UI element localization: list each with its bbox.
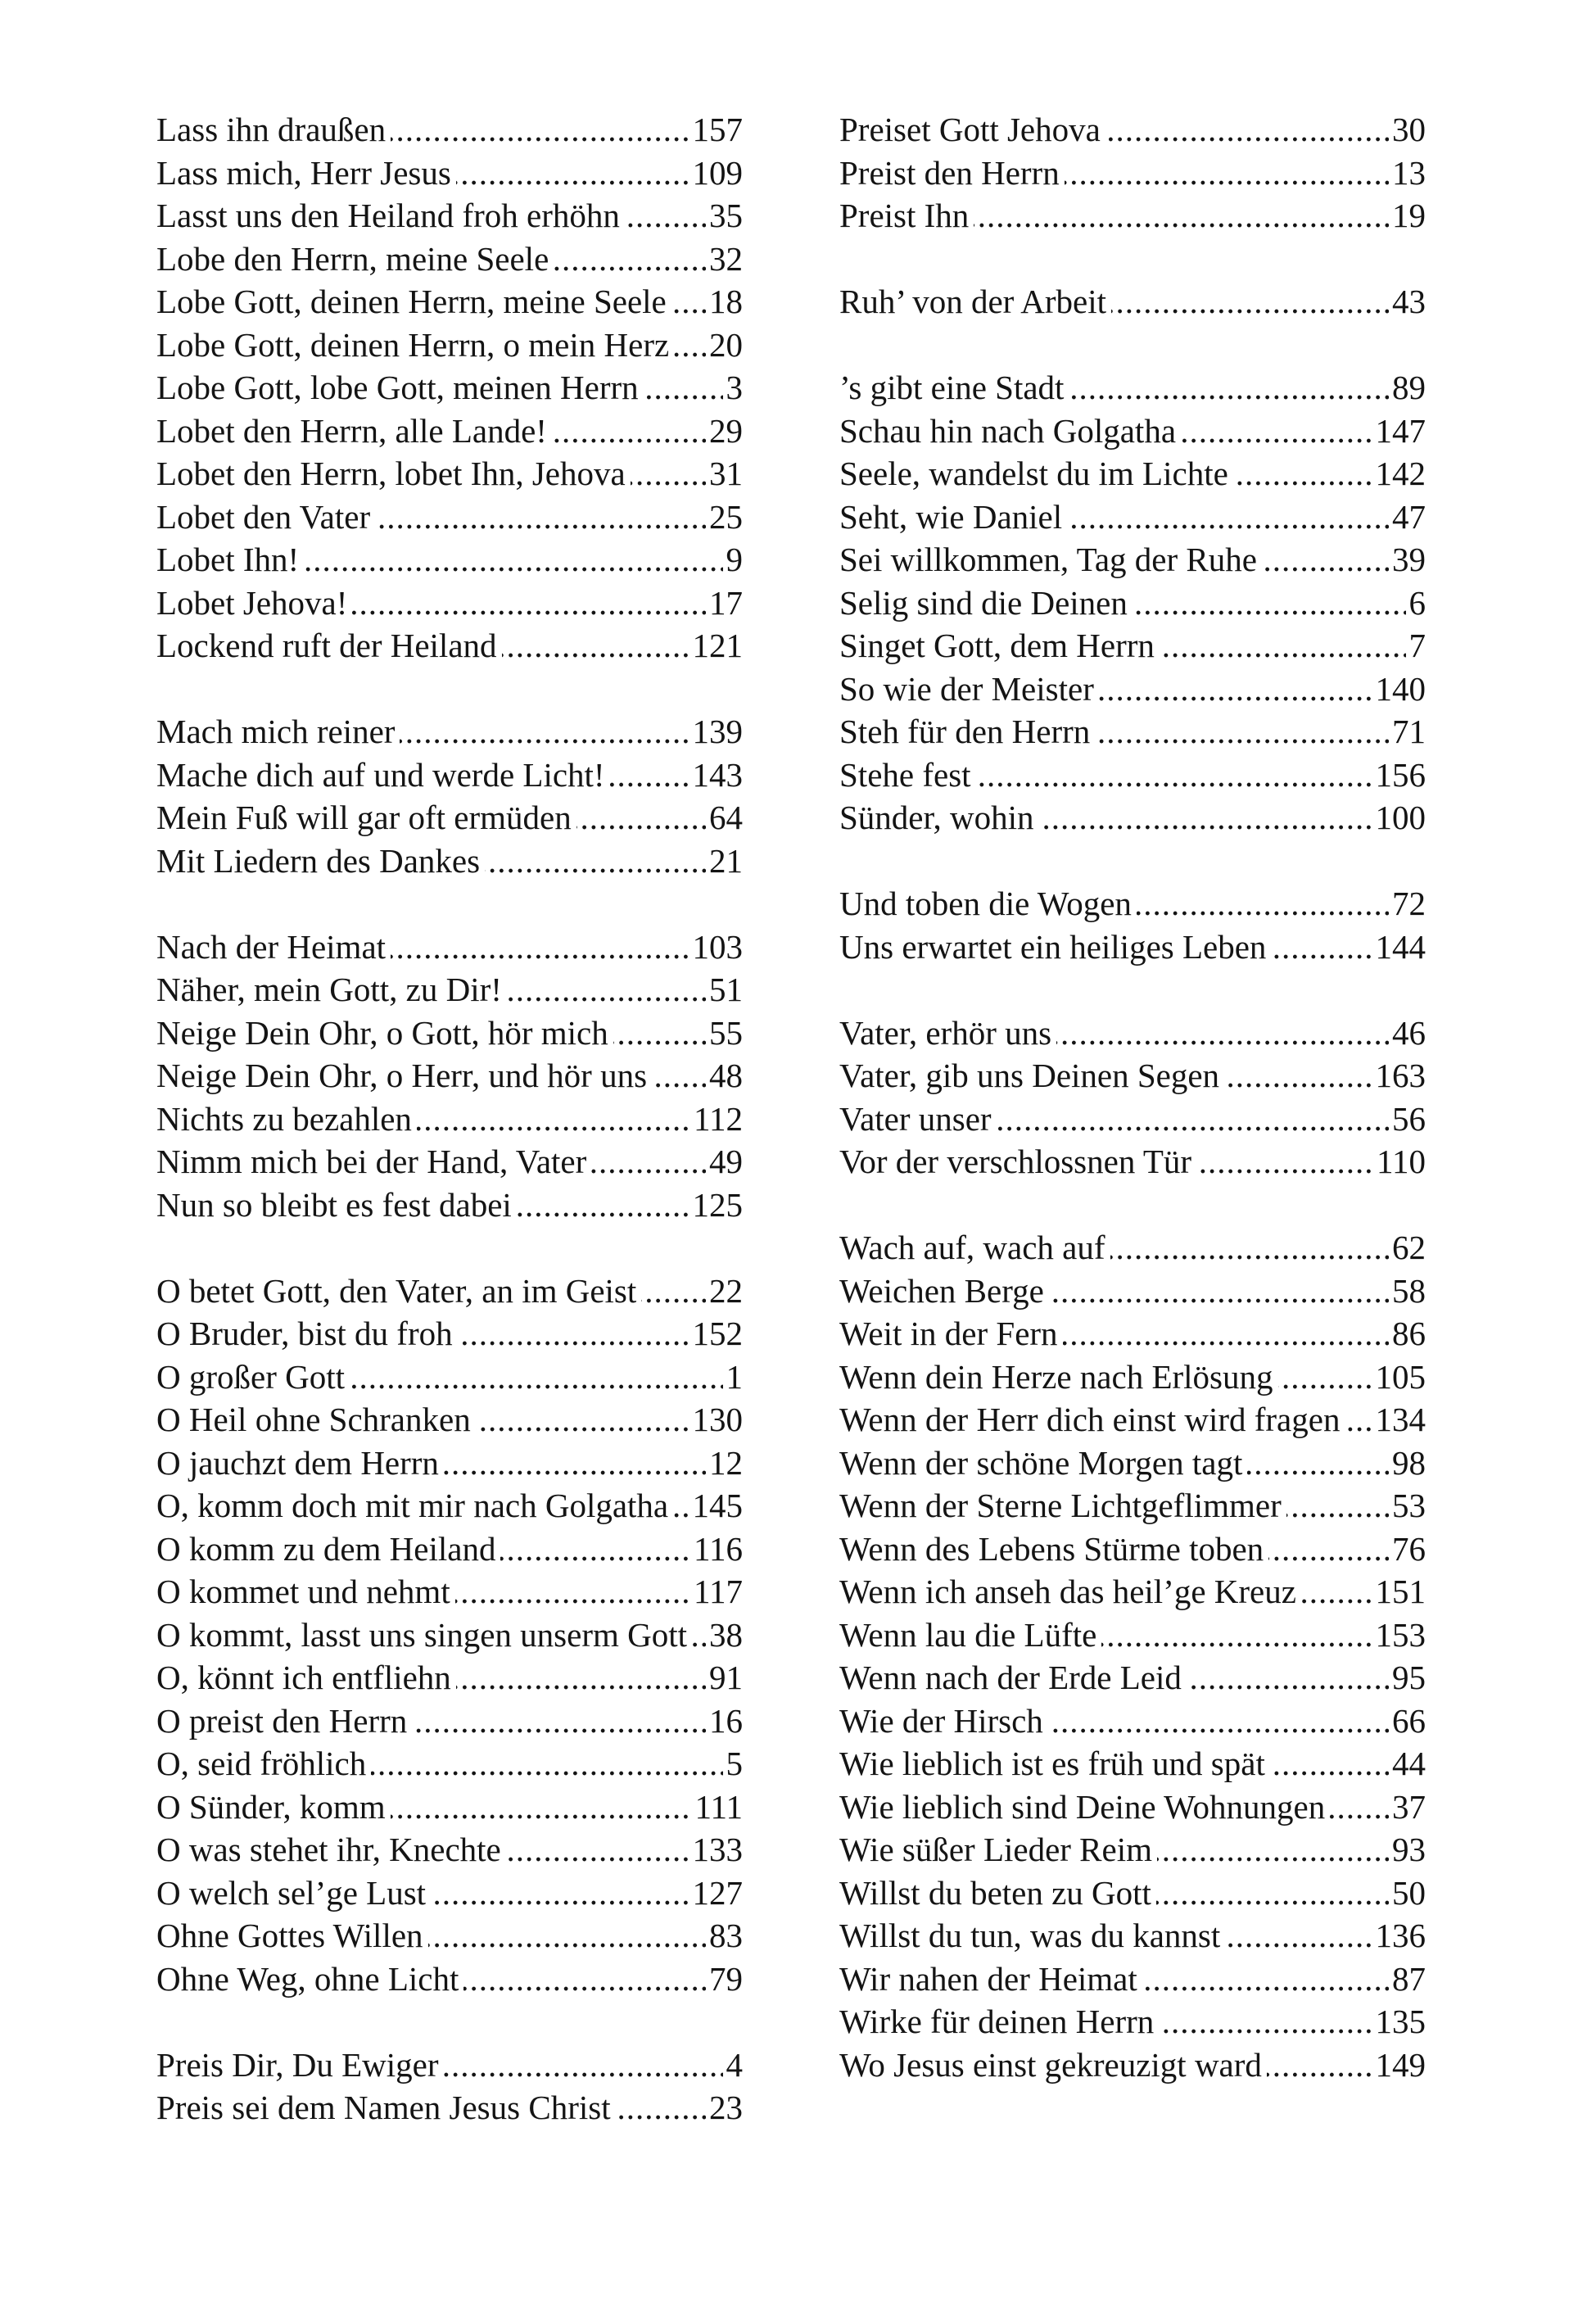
song-title: Ohne Weg, ohne Licht [156, 1960, 463, 1998]
index-entry [156, 2044, 743, 2087]
page-number: 17 [706, 582, 743, 625]
song-title: O, seid fröhlich [156, 1745, 371, 1782]
song-title: Mit Liedern des Dankes [156, 842, 485, 880]
song-title: O Heil ohne Schranken [156, 1401, 476, 1438]
song-title: Wir nahen der Heimat [839, 1960, 1142, 1998]
page-number: 56 [1389, 1098, 1426, 1141]
song-title: Lobet den Herrn, alle Lande! [156, 412, 552, 450]
index-entry [839, 754, 1426, 797]
page-number: 43 [1389, 280, 1426, 324]
song-title: Steh für den Herrn [839, 713, 1095, 750]
index-entry [839, 366, 1426, 410]
index-entry [839, 280, 1426, 324]
song-title: Wie süßer Lieder Reim [839, 1831, 1157, 1868]
page-number: 100 [1372, 796, 1426, 840]
song-title: Wie lieblich ist es früh und spät [839, 1745, 1270, 1782]
page-number: 153 [1372, 1614, 1426, 1657]
song-title: Preiset Gott Jehova [839, 111, 1105, 148]
song-title: Vater unser [839, 1100, 997, 1138]
song-title: Nimm mich bei der Hand, Vater [156, 1143, 591, 1180]
page-number: 51 [706, 968, 743, 1012]
index-entry [156, 452, 743, 496]
index-entry [839, 1570, 1426, 1614]
index-entry [156, 796, 743, 840]
song-title: Weichen Berge [839, 1272, 1049, 1310]
index-entry [156, 324, 743, 367]
index-entry [839, 194, 1426, 238]
index-entry [156, 496, 743, 539]
page-number: 86 [1389, 1312, 1426, 1356]
index-entry [156, 366, 743, 410]
song-title: Mein Fuß will gar oft ermüden [156, 799, 576, 836]
page-number: 20 [706, 324, 743, 367]
song-title: Lasst uns den Heiland froh erhöhn [156, 197, 625, 234]
index-entry [839, 108, 1426, 152]
index-entry [839, 1226, 1426, 1270]
song-title: Nun so bleibt es fest dabei [156, 1186, 517, 1224]
index-letter-group [156, 108, 743, 668]
index-entry [156, 840, 743, 883]
song-title: O kommet und nehmt [156, 1573, 455, 1610]
index-entry [156, 582, 743, 625]
song-title: Näher, mein Gott, zu Dir! [156, 971, 507, 1008]
song-title: Wenn dein Herze nach Erlösung [839, 1358, 1278, 1396]
index-letter-group [156, 926, 743, 1227]
page-number: 142 [1372, 452, 1426, 496]
song-title: Selig sind die Deinen [839, 584, 1133, 622]
index-letter-group [839, 280, 1426, 324]
song-title: Wach auf, wach auf [839, 1229, 1110, 1266]
index-entry [156, 1484, 743, 1528]
page-number: 58 [1389, 1270, 1426, 1313]
index-letter-group [156, 710, 743, 882]
page-number: 6 [1406, 582, 1426, 625]
index-entry [156, 1656, 743, 1700]
index-entry [156, 238, 743, 281]
index-entry [839, 1356, 1426, 1399]
page-number: 30 [1389, 108, 1426, 152]
index-entry [839, 1528, 1426, 1571]
index-entry [839, 1398, 1426, 1442]
page-number: 152 [689, 1312, 744, 1356]
page-number: 32 [706, 238, 743, 281]
index-entry [156, 538, 743, 582]
page-number: 35 [706, 194, 743, 238]
song-title: So wie der Meister [839, 670, 1099, 708]
song-title: Preist Ihn [839, 197, 974, 234]
page-number: 1 [723, 1356, 744, 1399]
song-title: Singet Gott, dem Herrn [839, 627, 1160, 664]
song-title: O Bruder, bist du froh [156, 1315, 458, 1352]
song-title: Lass ihn draußen [156, 111, 391, 148]
song-title: Lobe den Herrn, meine Seele [156, 240, 554, 278]
page-number: 5 [723, 1742, 744, 1786]
song-title: O preist den Herrn [156, 1702, 412, 1740]
song-title: Lobet Jehova! [156, 584, 352, 622]
page-number: 156 [1372, 754, 1426, 797]
page-number: 127 [689, 1872, 744, 1915]
song-title: O kommt, lasst uns singen unserm Gott [156, 1616, 692, 1654]
index-entry [839, 796, 1426, 840]
song-title: Weit in der Fern [839, 1315, 1063, 1352]
index-entry [839, 1742, 1426, 1786]
index-entry [156, 280, 743, 324]
page-number: 66 [1389, 1700, 1426, 1743]
page-number: 139 [689, 710, 744, 754]
page-number: 9 [723, 538, 744, 582]
page-number: 22 [706, 1270, 743, 1313]
index-entry [839, 410, 1426, 453]
page-number: 111 [692, 1786, 743, 1829]
index-entry [156, 1270, 743, 1313]
index-entry [839, 668, 1426, 711]
index-entry [156, 1614, 743, 1657]
index-entry [156, 1570, 743, 1614]
index-entry [839, 1012, 1426, 1055]
index-entry [156, 2086, 743, 2130]
page-number: 38 [706, 1614, 743, 1657]
page-number: 116 [690, 1528, 743, 1571]
song-title: Seele, wandelst du im Lichte [839, 455, 1233, 492]
page-number: 64 [706, 796, 743, 840]
index-entry [156, 1700, 743, 1743]
index-entry [156, 1098, 743, 1141]
song-title: O, komm doch mit mir nach Golgatha [156, 1487, 673, 1524]
song-title: O was stehet ihr, Knechte [156, 1831, 506, 1868]
page-number: 135 [1372, 2000, 1426, 2044]
song-title: O jauchzt dem Herrn [156, 1444, 444, 1482]
song-title: O betet Gott, den Vater, an im Geist [156, 1272, 641, 1310]
song-title: Wo Jesus einst gekreuzigt ward [839, 2046, 1267, 2084]
index-entry [156, 1140, 743, 1184]
index-entry [839, 1872, 1426, 1915]
page-number: 98 [1389, 1442, 1426, 1485]
song-title: Wie lieblich sind Deine Wohnungen [839, 1788, 1330, 1826]
song-title: O Sünder, komm [156, 1788, 391, 1826]
page-number: 62 [1389, 1226, 1426, 1270]
song-title: Vor der verschlossnen Tür [839, 1143, 1196, 1180]
page-number: 55 [706, 1012, 743, 1055]
song-title: Preist den Herrn [839, 154, 1065, 192]
page-number: 121 [689, 624, 744, 668]
index-entry [839, 1656, 1426, 1700]
song-title: Sei willkommen, Tag der Ruhe [839, 541, 1262, 578]
song-title: Und toben die Wogen [839, 885, 1137, 922]
page-number: 144 [1372, 926, 1426, 969]
song-title: Lobe Gott, deinen Herrn, o mein Herz [156, 326, 674, 364]
page-number: 16 [706, 1700, 743, 1743]
page-number: 37 [1389, 1786, 1426, 1829]
index-letter-group [839, 882, 1426, 968]
index-entry [156, 1528, 743, 1571]
page-number: 149 [1372, 2044, 1426, 2087]
page-number: 79 [706, 1958, 743, 2001]
page-number: 31 [706, 452, 743, 496]
page-number: 109 [689, 152, 744, 195]
song-title: Ruh’ von der Arbeit [839, 283, 1111, 320]
song-title: Lobet Ihn! [156, 541, 304, 578]
song-title: Lockend ruft der Heiland [156, 627, 502, 664]
page-number: 13 [1389, 152, 1426, 195]
index-entry [839, 882, 1426, 926]
index-letter-group [839, 1012, 1426, 1184]
index-entry [839, 1786, 1426, 1829]
song-title: Wenn ich anseh das heil’ge Kreuz [839, 1573, 1301, 1610]
page-number: 7 [1406, 624, 1426, 668]
page-number: 95 [1389, 1656, 1426, 1700]
song-title: Seht, wie Daniel [839, 498, 1067, 536]
song-title: Willst du tun, was du kannst [839, 1917, 1225, 1954]
page-number: 46 [1389, 1012, 1426, 1055]
page-number: 133 [689, 1828, 744, 1872]
page-number: 143 [689, 754, 744, 797]
page-number: 19 [1389, 194, 1426, 238]
index-entry [156, 1872, 743, 1915]
song-title: Wenn der schöne Morgen tagt [839, 1444, 1247, 1482]
index-entry [156, 1054, 743, 1098]
index-entry [156, 1442, 743, 1485]
page-number: 110 [1373, 1140, 1426, 1184]
page-number: 39 [1389, 538, 1426, 582]
song-title: Uns erwartet ein heiliges Leben [839, 928, 1271, 966]
song-title: Mache dich auf und werde Licht! [156, 756, 610, 794]
page-number: 163 [1372, 1054, 1426, 1098]
page-number: 93 [1389, 1828, 1426, 1872]
index-entry [156, 1828, 743, 1872]
page-number: 157 [689, 108, 744, 152]
index-letter-group [156, 1270, 743, 2001]
song-title: Schau hin nach Golgatha [839, 412, 1181, 450]
page-number: 134 [1372, 1398, 1426, 1442]
page-number: 103 [689, 926, 744, 969]
page-number: 125 [689, 1184, 744, 1227]
index-entry [839, 1484, 1426, 1528]
page-number: 91 [706, 1656, 743, 1700]
song-title: Preis Dir, Du Ewiger [156, 2046, 444, 2084]
song-title: Lass mich, Herr Jesus [156, 154, 456, 192]
song-title: Wirke für deinen Herrn [839, 2003, 1159, 2040]
page-number: 71 [1389, 710, 1426, 754]
index-entry [156, 194, 743, 238]
page-number: 105 [1372, 1356, 1426, 1399]
index-entry [156, 1742, 743, 1786]
page-number: 44 [1389, 1742, 1426, 1786]
index-entry [839, 538, 1426, 582]
index-column-left [156, 108, 743, 2172]
index-entry [156, 968, 743, 1012]
index-entry [156, 1356, 743, 1399]
song-title: Preis sei dem Namen Jesus Christ [156, 2089, 616, 2126]
index-entry [839, 1442, 1426, 1485]
page-number: 18 [706, 280, 743, 324]
index-entry [839, 496, 1426, 539]
index-entry [839, 152, 1426, 195]
page-number: 3 [723, 366, 744, 410]
page-number: 140 [1372, 668, 1426, 711]
song-title: Mach mich reiner [156, 713, 400, 750]
song-title: Nach der Heimat [156, 928, 391, 966]
page-number: 83 [706, 1914, 743, 1958]
page-number: 76 [1389, 1528, 1426, 1571]
song-title: O, könnt ich entfliehn [156, 1659, 456, 1696]
page-number: 48 [706, 1054, 743, 1098]
index-letter-group [839, 1226, 1426, 2086]
song-title: Wenn nach der Erde Leid [839, 1659, 1187, 1696]
page-number: 89 [1389, 366, 1426, 410]
index-entry [156, 926, 743, 969]
page-number: 50 [1389, 1872, 1426, 1915]
page-number: 136 [1372, 1914, 1426, 1958]
song-title: Lobe Gott, lobe Gott, meinen Herrn [156, 369, 644, 406]
song-title: Nichts zu bezahlen [156, 1100, 417, 1138]
index-entry [839, 1958, 1426, 2001]
song-title: O welch sel’ge Lust [156, 1874, 431, 1912]
index-entry [839, 1054, 1426, 1098]
page-number: 147 [1372, 410, 1426, 453]
song-title: Lobet den Vater [156, 498, 375, 536]
song-title: Wenn des Lebens Stürme toben [839, 1530, 1268, 1568]
index-entry [156, 1958, 743, 2001]
index-entry [839, 2044, 1426, 2087]
page-number: 130 [689, 1398, 744, 1442]
song-title: Vater, erhör uns [839, 1014, 1056, 1052]
index-entry [156, 754, 743, 797]
index-entry [839, 710, 1426, 754]
index-entry [156, 1012, 743, 1055]
index-entry [156, 710, 743, 754]
page-number: 47 [1389, 496, 1426, 539]
page-number: 23 [706, 2086, 743, 2130]
song-title: Stehe fest [839, 756, 976, 794]
page-number: 112 [690, 1098, 743, 1141]
song-title: Lobet den Herrn, lobet Ihn, Jehova [156, 455, 631, 492]
index-entry [156, 1398, 743, 1442]
page-number: 4 [723, 2044, 744, 2087]
page-number: 53 [1389, 1484, 1426, 1528]
song-title: Vater, gib uns Deinen Segen [839, 1057, 1224, 1094]
index-entry [839, 582, 1426, 625]
index-entry [839, 1700, 1426, 1743]
index-entry [839, 624, 1426, 668]
index-entry [156, 1914, 743, 1958]
song-title: ’s gibt eine Stadt [839, 369, 1069, 406]
index-entry [156, 624, 743, 668]
index-entry [839, 1098, 1426, 1141]
song-title: O komm zu dem Heiland [156, 1530, 500, 1568]
song-title: Ohne Gottes Willen [156, 1917, 428, 1954]
song-title: Willst du beten zu Gott [839, 1874, 1156, 1912]
index-letter-group [156, 2044, 743, 2130]
index-entry [839, 1828, 1426, 1872]
page-number: 151 [1372, 1570, 1426, 1614]
index-letter-group [839, 108, 1426, 238]
page-number: 25 [706, 496, 743, 539]
song-title: Wenn der Sterne Lichtgeflimmer [839, 1487, 1286, 1524]
index-entry [156, 1184, 743, 1227]
index-entry [839, 2000, 1426, 2044]
song-title: Lobe Gott, deinen Herrn, meine Seele [156, 283, 671, 320]
page-number: 29 [706, 410, 743, 453]
index-entry [156, 410, 743, 453]
index-entry [839, 1614, 1426, 1657]
page-number: 117 [690, 1570, 743, 1614]
song-title: Wenn lau die Lüfte [839, 1616, 1101, 1654]
song-title: O großer Gott [156, 1358, 350, 1396]
song-title: Wie der Hirsch [839, 1702, 1048, 1740]
page-number: 72 [1389, 882, 1426, 926]
song-title: Wenn der Herr dich einst wird fragen [839, 1401, 1345, 1438]
page-number: 21 [706, 840, 743, 883]
index-entry [839, 926, 1426, 969]
index-entry [839, 1914, 1426, 1958]
index-entry [156, 152, 743, 195]
index-entry [156, 1786, 743, 1829]
index-column-right [839, 108, 1426, 2130]
index-entry [156, 108, 743, 152]
index-entry [839, 1312, 1426, 1356]
page-number: 87 [1389, 1958, 1426, 2001]
page-number: 145 [689, 1484, 744, 1528]
song-title: Sünder, wohin [839, 799, 1039, 836]
song-title: Neige Dein Ohr, o Herr, und hör uns [156, 1057, 652, 1094]
index-entry [839, 1140, 1426, 1184]
index-entry [156, 1312, 743, 1356]
index-entry [839, 1270, 1426, 1313]
index-letter-group [839, 366, 1426, 840]
page-number: 12 [706, 1442, 743, 1485]
page-number: 49 [706, 1140, 743, 1184]
song-title: Neige Dein Ohr, o Gott, hör mich [156, 1014, 613, 1052]
index-entry [839, 452, 1426, 496]
